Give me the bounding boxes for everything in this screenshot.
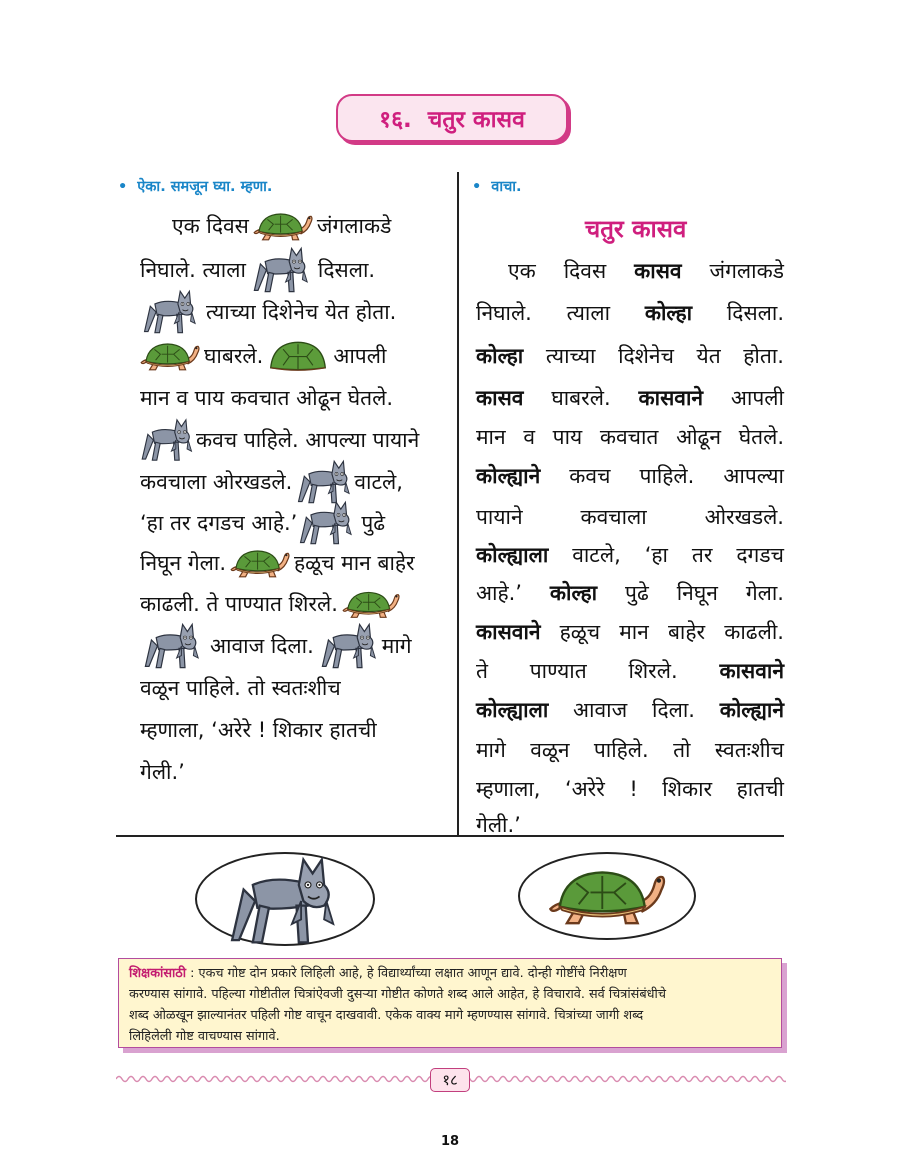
left-line-6: कवच पाहिले. आपल्या पायाने bbox=[140, 420, 419, 460]
right-line-2 bbox=[476, 298, 784, 328]
word: ‘हा bbox=[644, 543, 668, 567]
word: दिशेनेच bbox=[618, 344, 674, 368]
right-line-6 bbox=[476, 461, 784, 491]
word: पाय bbox=[552, 425, 583, 449]
word: काढली. bbox=[724, 620, 784, 644]
keyword: कोल्हा bbox=[644, 301, 693, 325]
word: निघून bbox=[676, 581, 718, 605]
word: स्वतःशीच bbox=[714, 738, 784, 762]
fox-picture bbox=[140, 417, 196, 463]
right-line-15 bbox=[476, 810, 784, 840]
page-number-box: १८ bbox=[430, 1068, 470, 1092]
right-line-14 bbox=[476, 774, 784, 804]
word: दगडच bbox=[736, 543, 784, 567]
turtle-picture bbox=[230, 546, 290, 580]
right-line-9 bbox=[476, 578, 784, 608]
fox-illustration bbox=[195, 852, 375, 946]
word: तो bbox=[673, 738, 691, 762]
word: त्याच्या bbox=[545, 344, 596, 368]
keyword: कासव bbox=[634, 259, 682, 283]
right-line-3 bbox=[476, 341, 784, 371]
word: ओढून bbox=[676, 425, 722, 449]
word: घाबरले. bbox=[551, 386, 611, 410]
word: कवच bbox=[569, 464, 611, 488]
word: त्याला bbox=[566, 301, 611, 325]
left-line-14: गेली.’ bbox=[140, 760, 185, 784]
left-line-12: वळून पाहिले. तो स्वतःशीच bbox=[140, 676, 341, 700]
word: दिसला. bbox=[726, 301, 784, 325]
word: शिकार bbox=[662, 777, 713, 801]
word: ओरखडले. bbox=[704, 505, 784, 529]
word: दिला. bbox=[652, 698, 695, 722]
left-line-9: निघून गेला. हळूच मान बाहेर bbox=[140, 543, 415, 583]
word: हळूच bbox=[559, 620, 601, 644]
word: येत bbox=[696, 344, 721, 368]
keyword: कोल्ह्याला bbox=[476, 698, 549, 722]
word: दिवस bbox=[563, 259, 607, 283]
left-line-13: म्हणाला, ‘अरेरे ! शिकार हातची bbox=[140, 718, 377, 742]
word: व bbox=[523, 425, 535, 449]
keyword: कासव bbox=[476, 386, 524, 410]
left-line-3: त्याच्या दिशेनेच येत होता. bbox=[140, 292, 396, 332]
keyword: कासवाने bbox=[719, 659, 784, 683]
left-section-label: • ऐका. समजून घ्या. म्हणा. bbox=[118, 179, 273, 195]
chapter-title: चतुर कासव bbox=[427, 107, 525, 133]
word: गेली.’ bbox=[476, 813, 521, 837]
left-line-4: घाबरले. आपली bbox=[140, 336, 386, 376]
word: कवचाला bbox=[580, 505, 647, 529]
word: पाहिले. bbox=[593, 738, 649, 762]
word: ते bbox=[476, 659, 488, 683]
word: शिरले. bbox=[628, 659, 678, 683]
word: मान bbox=[476, 425, 506, 449]
chapter-title-box bbox=[336, 94, 568, 142]
word: आपली bbox=[730, 386, 784, 410]
left-line-2: निघाले. त्याला दिसला. bbox=[140, 250, 375, 290]
keyword: कोल्ह्याला bbox=[476, 543, 549, 567]
right-line-8 bbox=[476, 540, 784, 570]
word: पाहिले. bbox=[639, 464, 695, 488]
word: होता. bbox=[743, 344, 784, 368]
fox-picture bbox=[297, 500, 357, 546]
word: आहे.’ bbox=[476, 581, 522, 605]
word: मागे bbox=[476, 738, 506, 762]
keyword: कोल्ह्याने bbox=[476, 464, 541, 488]
word: निघाले. bbox=[476, 301, 532, 325]
word: ‘अरेरे bbox=[564, 777, 605, 801]
story-title: चतुर कासव bbox=[585, 215, 687, 243]
turtle-picture bbox=[342, 587, 400, 621]
right-line-7 bbox=[476, 502, 784, 532]
keyword: कोल्हा bbox=[476, 344, 524, 368]
right-line-10 bbox=[476, 617, 784, 647]
word: वळून bbox=[530, 738, 570, 762]
word: कवचात bbox=[599, 425, 659, 449]
teacher-note-label: शिक्षकांसाठी bbox=[129, 966, 187, 981]
fox-picture bbox=[140, 622, 206, 670]
keyword: कासवाने bbox=[476, 620, 541, 644]
folio-number: 18 bbox=[440, 1134, 460, 1149]
fox-picture bbox=[250, 246, 314, 294]
right-line-1 bbox=[508, 256, 784, 286]
word: पुढे bbox=[625, 581, 649, 605]
left-line-10: काढली. ते पाण्यात शिरले. bbox=[140, 584, 400, 624]
turtle-picture bbox=[140, 339, 200, 373]
left-line-8: ‘हा तर दगडच आहे.’ पुढे bbox=[140, 503, 385, 543]
word: गेला. bbox=[745, 581, 784, 605]
chapter-number: १६. bbox=[379, 107, 412, 133]
teacher-note: शिक्षकांसाठी : एकच गोष्ट दोन प्रकारे लिहिली आहे, हे विद्यार्थ्यांच्या लक्षात आणून द्यावे. दोन्ही गोष्टींचे निरीक्षण करण्यास सांगावे. पहिल्या गोष्टीतील चित्रांऐवजी दुसऱ्या गोष्टीत कोणते शब्द आले आहेत, हे विचारावे. सर्व चित्रांसंबंधीचे शब्द ओळखून झाल्यानंतर पहिली गोष्ट वाचून दाखवावी. एकेक वाक्य मागे म्हणण्यास सांगावे. चित्रांच्या जागी शब्द लिहिलेली गोष्ट वाचण्यास सांगावे. bbox=[118, 958, 782, 1048]
column-divider bbox=[457, 172, 459, 836]
right-line-12 bbox=[476, 695, 784, 725]
left-line-1: एक दिवस जंगलाकडे bbox=[172, 206, 391, 246]
word: तर bbox=[691, 543, 713, 567]
word: बाहेर bbox=[667, 620, 706, 644]
fox-picture bbox=[296, 459, 354, 505]
left-line-11: आवाज दिला. मागे bbox=[140, 626, 412, 666]
word: घेतले. bbox=[738, 425, 784, 449]
right-line-11 bbox=[476, 656, 784, 686]
word: आवाज bbox=[573, 698, 628, 722]
keyword: कोल्हा bbox=[549, 581, 598, 605]
left-line-5: मान व पाय कवचात ओढून घेतले. bbox=[140, 386, 394, 410]
word: वाटले, bbox=[572, 543, 621, 567]
word: पायाने bbox=[476, 505, 523, 529]
word: म्हणाला, bbox=[476, 777, 541, 801]
turtle-illustration bbox=[518, 852, 696, 940]
word: ! bbox=[629, 777, 638, 801]
word: मान bbox=[619, 620, 649, 644]
word: एक bbox=[508, 259, 536, 283]
turtle-shell-picture bbox=[267, 339, 329, 373]
right-section-label: • वाचा. bbox=[472, 179, 522, 195]
word: जंगलाकडे bbox=[709, 259, 784, 283]
fox-picture bbox=[318, 622, 382, 670]
keyword: कासवाने bbox=[638, 386, 704, 410]
word: हातची bbox=[736, 777, 784, 801]
right-line-4 bbox=[476, 383, 784, 413]
word: पाण्यात bbox=[529, 659, 587, 683]
right-line-13 bbox=[476, 735, 784, 765]
word: आपल्या bbox=[723, 464, 784, 488]
turtle-picture bbox=[253, 209, 313, 243]
left-line-7: कवचाला ओरखडले. वाटले, bbox=[140, 462, 403, 502]
right-line-5 bbox=[476, 422, 784, 452]
fox-picture bbox=[140, 289, 202, 335]
keyword: कोल्ह्याने bbox=[719, 698, 784, 722]
